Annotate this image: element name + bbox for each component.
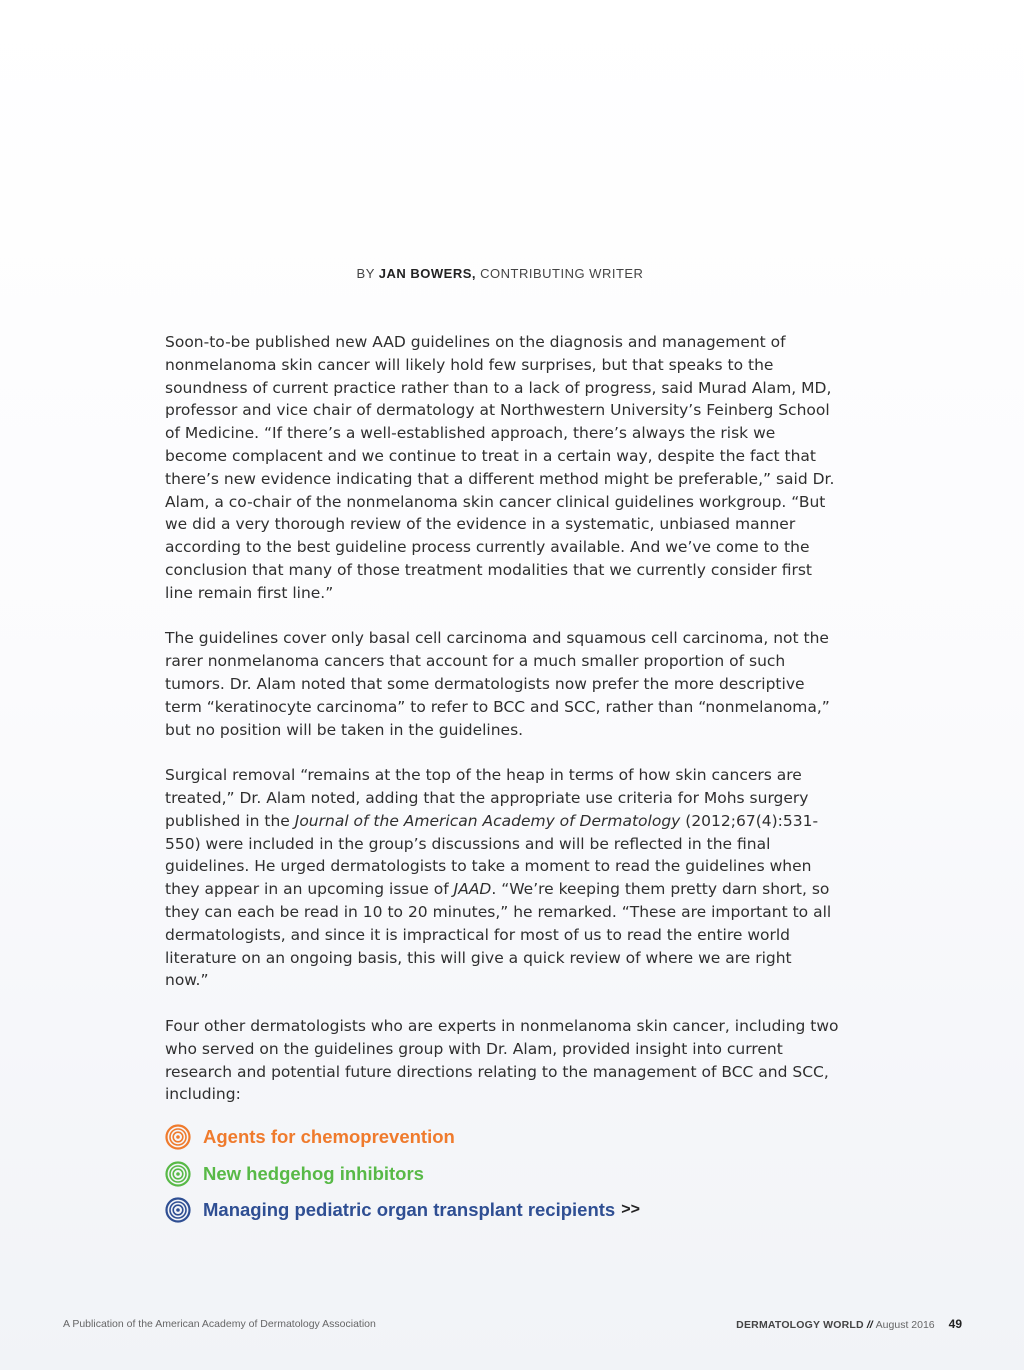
byline-role: CONTRIBUTING WRITER: [480, 266, 644, 281]
page-number: 49: [948, 1317, 962, 1331]
topic-link[interactable]: [165, 1156, 865, 1193]
continue-arrows[interactable]: >>: [621, 1201, 640, 1219]
italic-title: JAAD: [453, 880, 492, 899]
paragraph-text: Surgical removal “remains at the top of the heap in terms of how skin cancers are treated,” Dr. Alam noted, adding that the appropriate use criteria for Mohs surgery published in the: [165, 766, 809, 830]
italic-title: Journal of the American Academy of Dermatology: [294, 811, 681, 830]
topic-label: Agents for chemoprevention: [203, 1126, 455, 1148]
byline: [0, 266, 1000, 281]
article-paragraph: [165, 627, 840, 741]
topic-label: Managing pediatric organ transplant recipients: [203, 1199, 616, 1221]
target-icon: [165, 1161, 191, 1187]
topic-label: New hedgehog inhibitors: [203, 1162, 424, 1184]
topic-link[interactable]: [165, 1119, 865, 1156]
topic-list: [165, 1119, 865, 1229]
footer-issue-info: [736, 1317, 962, 1331]
byline-prefix: BY: [356, 266, 375, 281]
footer-magazine: DERMATOLOGY WORLD: [736, 1319, 864, 1331]
footer-separator: //: [866, 1319, 873, 1331]
footer-issue: August 2016: [875, 1319, 935, 1331]
paragraph-text: (2012;67(4):531-550) were included in the group’s discussions and will be reflected in the final guidelines. He urged dermatologists to take a moment to read the guidelines when they appear in an upcoming issue of: [165, 811, 819, 899]
target-icon: [165, 1197, 191, 1223]
article-paragraph: [165, 331, 840, 605]
target-icon: [165, 1124, 191, 1150]
article-paragraph: [165, 1015, 840, 1106]
paragraph-text: The guidelines cover only basal cell carcinoma and squamous cell carcinoma, not the rarer nonmelanoma cancers that account for a much smaller proportion of such tumors. Dr. Alam noted that some dermatologists now prefer the more descriptive term “keratinocyte carcinoma” to refer to BCC and SCC, rather than “nonmelanoma,” but no position will be taken in the guidelines.: [165, 629, 830, 739]
paragraph-text: Four other dermatologists who are experts in nonmelanoma skin cancer, including two who served on the guidelines group with Dr. Alam, provided insight into current research and potential future directions relating to the management of BCC and SCC, including:: [165, 1016, 839, 1104]
article-paragraph: [165, 764, 840, 992]
footer-publication: A Publication of the American Academy of Dermatology Association: [63, 1318, 376, 1330]
paragraph-text: . “We’re keeping them pretty darn short, so they can each be read in 10 to 20 minutes,” he remarked. “These are important to all dermatologists, and since it is impractical for most of us to read the entire world literature on an ongoing basis, this will give a quick review of where we are right now.”: [165, 880, 832, 990]
article-body: [165, 331, 840, 1129]
topic-link[interactable]: [165, 1192, 865, 1229]
paragraph-text: Soon-to-be published new AAD guidelines on the diagnosis and management of nonmelanoma skin cancer will likely hold few surprises, but that speaks to the soundness of current practice rather than to a lack of progress, said Murad Alam, MD, professor and vice chair of dermatology at Northwestern University’s Feinberg School of Medicine. “If there’s a well-established approach, there’s always the risk we become complacent and we continue to treat in a certain way, despite the fact that there’s new evidence indicating that a different method might be preferable,” said Dr. Alam, a co-chair of the nonmelanoma skin cancer clinical guidelines workgroup. “But we did a very thorough review of the evidence in a systematic, unbiased manner according to the best guideline process currently available. And we’ve come to the conclusion that many of those treatment modalities that we currently consider first line remain first line.”: [165, 333, 835, 602]
byline-author: JAN BOWERS,: [378, 266, 476, 281]
